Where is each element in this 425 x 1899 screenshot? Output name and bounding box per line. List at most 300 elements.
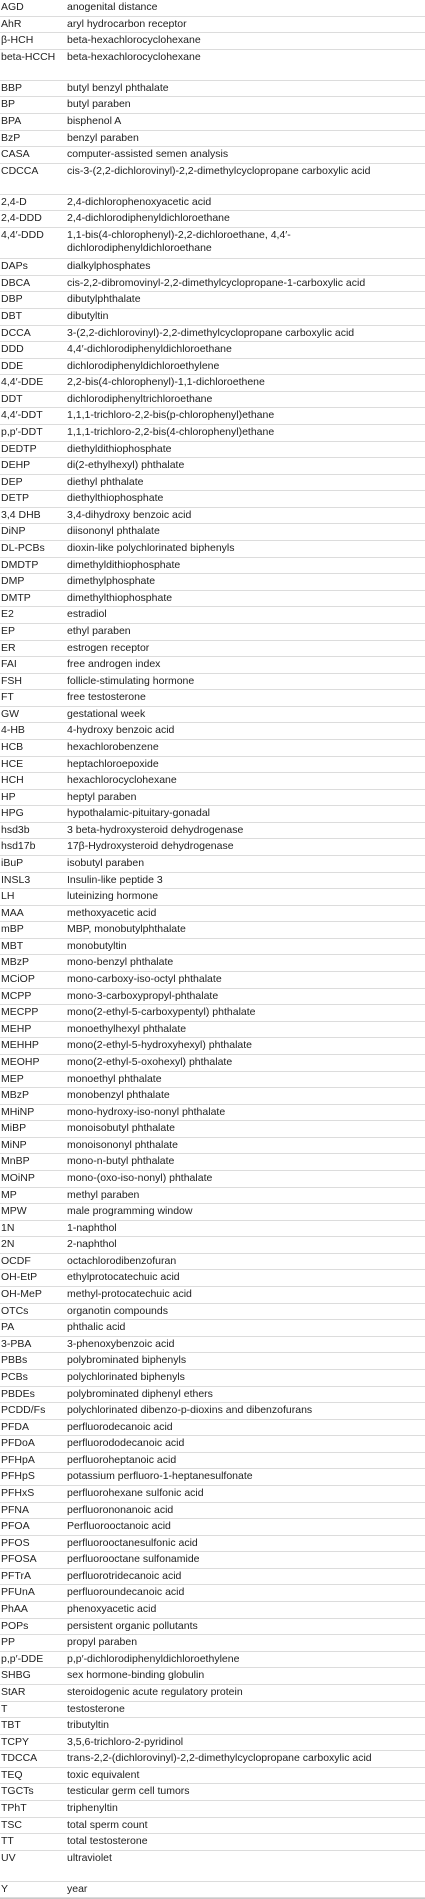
abbreviation-definition: monobutyltin: [67, 939, 127, 952]
abbreviation-term: GW: [1, 707, 20, 720]
abbreviation-row: [0, 1685, 425, 1702]
abbreviation-definition: 3-(2,2-dichlorovinyl)-2,2-dimethylcyclopropane carboxylic acid: [67, 326, 355, 339]
abbreviation-row: [0, 1337, 425, 1354]
abbreviation-row: [0, 147, 425, 164]
abbreviation-definition: phenoxyacetic acid: [67, 1603, 157, 1616]
abbreviation-term: PCDD/Fs: [1, 1404, 46, 1417]
abbreviation-row: [0, 1552, 425, 1569]
abbreviation-definition: heptyl paraben: [67, 790, 137, 803]
abbreviation-definition: ethylprotocatechuic acid: [67, 1271, 180, 1284]
abbreviation-row: [0, 641, 425, 658]
abbreviation-row: [0, 1387, 425, 1404]
abbreviation-definition: octachlorodibenzofuran: [67, 1254, 177, 1267]
abbreviation-term: PFDA: [1, 1420, 30, 1433]
abbreviation-row: [0, 33, 425, 50]
abbreviation-row: [0, 740, 425, 757]
abbreviation-definition: 2,4-dichlorophenoxyacetic acid: [67, 195, 212, 208]
abbreviation-definition: dibutylphthalate: [67, 293, 141, 306]
abbreviation-term: β-HCH: [1, 34, 34, 47]
abbreviation-term: MCiOP: [1, 973, 35, 986]
abbreviation-term: DBT: [1, 309, 22, 322]
abbreviation-row: [0, 195, 425, 212]
abbreviation-definition: polybrominated diphenyl ethers: [67, 1387, 213, 1400]
abbreviation-definition: male programming window: [67, 1205, 193, 1218]
abbreviation-row: [0, 276, 425, 293]
abbreviation-row: [0, 114, 425, 131]
abbreviation-term: DMDTP: [1, 558, 39, 571]
abbreviation-row: [0, 1801, 425, 1818]
abbreviation-row: [0, 342, 425, 359]
abbreviation-definition: diethyldithiophosphate: [67, 442, 172, 455]
abbreviation-term: iBuP: [1, 857, 24, 870]
abbreviation-term: 2N: [1, 1238, 15, 1251]
abbreviation-row: [0, 375, 425, 392]
abbreviation-definition: MBP, monobutylphthalate: [67, 923, 186, 936]
abbreviation-row: [0, 624, 425, 641]
abbreviation-row: [0, 1088, 425, 1105]
abbreviation-term: HP: [1, 790, 16, 803]
abbreviation-definition: potassium perfluoro-1-heptanesulfonate: [67, 1470, 253, 1483]
abbreviation-term: mBP: [1, 923, 24, 936]
abbreviation-term: PBDEs: [1, 1387, 35, 1400]
abbreviation-term: DDE: [1, 359, 24, 372]
abbreviation-term: LH: [1, 890, 15, 903]
abbreviation-term: BzP: [1, 131, 21, 144]
abbreviation-term: DEDTP: [1, 442, 37, 455]
abbreviation-term: DAPs: [1, 260, 28, 273]
abbreviation-definition: heptachloroepoxide: [67, 757, 159, 770]
abbreviation-definition: toxic equivalent: [67, 1768, 140, 1781]
abbreviation-term: MEP: [1, 1072, 24, 1085]
abbreviation-row: [0, 1619, 425, 1636]
abbreviation-row: [0, 1121, 425, 1138]
abbreviation-definition: dichlorodiphenyldichloroethylene: [67, 359, 220, 372]
abbreviation-row: [0, 211, 425, 228]
abbreviation-row: [0, 81, 425, 98]
abbreviation-term: HCH: [1, 774, 24, 787]
abbreviation-term: BBP: [1, 81, 23, 94]
abbreviation-row: [0, 1353, 425, 1370]
abbreviation-term: DBP: [1, 293, 23, 306]
abbreviation-row: [0, 1585, 425, 1602]
abbreviation-term: DMTP: [1, 591, 31, 604]
abbreviation-term: DEP: [1, 475, 23, 488]
abbreviation-row: [0, 757, 425, 774]
abbreviation-definition: monoisobutyl phthalate: [67, 1122, 175, 1135]
abbreviation-term: TGCTs: [1, 1785, 34, 1798]
abbreviation-definition: computer-assisted semen analysis: [67, 148, 229, 161]
abbreviation-term: 4,4′-DDT: [1, 409, 43, 422]
abbreviation-definition: perfluorodecanoic acid: [67, 1420, 173, 1433]
abbreviation-row: [0, 1171, 425, 1188]
abbreviation-row: [0, 1735, 425, 1752]
abbreviation-row: [0, 1486, 425, 1503]
abbreviation-row: [0, 1718, 425, 1735]
abbreviation-row: [0, 1420, 425, 1437]
abbreviation-term: PP: [1, 1636, 16, 1649]
abbreviation-term: TPhT: [1, 1801, 27, 1814]
abbreviation-definition: hexachlorobenzene: [67, 740, 159, 753]
abbreviation-row: [0, 508, 425, 525]
abbreviation-term: INSL3: [1, 873, 31, 886]
abbreviation-term: DBCA: [1, 276, 31, 289]
abbreviation-term: StAR: [1, 1685, 26, 1698]
abbreviation-row: [0, 1702, 425, 1719]
abbreviation-row: [0, 1834, 425, 1851]
abbreviation-term: MCPP: [1, 989, 32, 1002]
abbreviation-term: 4,4′-DDD: [1, 229, 44, 242]
abbreviation-row: [0, 1768, 425, 1785]
abbreviation-term: FAI: [1, 658, 17, 671]
abbreviation-row: [0, 309, 425, 326]
abbreviation-term: p,p′-DDE: [1, 1652, 44, 1665]
abbreviation-term: SHBG: [1, 1669, 31, 1682]
abbreviation-row: [0, 1370, 425, 1387]
abbreviation-row: [0, 1635, 425, 1652]
abbreviation-row: [0, 1320, 425, 1337]
abbreviation-term: p,p′-DDT: [1, 425, 43, 438]
abbreviation-definition: isobutyl paraben: [67, 857, 145, 870]
abbreviation-row: [0, 1237, 425, 1254]
abbreviation-row: [0, 1403, 425, 1420]
abbreviation-term: EP: [1, 624, 16, 637]
abbreviation-row: [0, 1055, 425, 1072]
abbreviation-definition: 2,2-bis(4-chlorophenyl)-1,1-dichloroethene: [67, 376, 265, 389]
abbreviation-term: BP: [1, 98, 16, 111]
abbreviation-row: [0, 524, 425, 541]
abbreviation-term: MBT: [1, 939, 24, 952]
abbreviation-row: [0, 17, 425, 34]
abbreviation-definition: luteinizing hormone: [67, 890, 159, 903]
abbreviation-term: PFOA: [1, 1520, 30, 1533]
abbreviation-term: MP: [1, 1188, 17, 1201]
abbreviation-term: T: [1, 1702, 8, 1715]
abbreviation-row: [0, 228, 425, 259]
abbreviation-definition: steroidogenic acute regulatory protein: [67, 1685, 243, 1698]
abbreviation-term: MAA: [1, 906, 24, 919]
abbreviation-definition: estrogen receptor: [67, 641, 150, 654]
abbreviation-definition: 3-phenoxybenzoic acid: [67, 1337, 175, 1350]
abbreviation-row: [0, 873, 425, 890]
abbreviation-term: OH-EtP: [1, 1271, 38, 1284]
abbreviation-term: TT: [1, 1835, 14, 1848]
abbreviation-definition: tributyltin: [67, 1719, 110, 1732]
abbreviation-row: [0, 723, 425, 740]
abbreviation-term: MECPP: [1, 1006, 39, 1019]
abbreviation-term: PA: [1, 1321, 15, 1334]
abbreviation-definition: sex hormone-binding globulin: [67, 1669, 205, 1682]
abbreviation-definition: mono-n-butyl phthalate: [67, 1155, 175, 1168]
abbreviation-row: [0, 806, 425, 823]
abbreviation-term: hsd17b: [1, 840, 36, 853]
abbreviation-row: [0, 1652, 425, 1669]
abbreviation-row: [0, 1751, 425, 1768]
abbreviation-definition: monobenzyl phthalate: [67, 1089, 170, 1102]
abbreviation-row: [0, 458, 425, 475]
abbreviation-term: CASA: [1, 148, 30, 161]
abbreviation-term: MnBP: [1, 1155, 30, 1168]
abbreviation-row: [0, 889, 425, 906]
abbreviation-row: [0, 1038, 425, 1055]
abbreviation-row: [0, 392, 425, 409]
abbreviation-row: [0, 292, 425, 309]
abbreviation-definition: p,p′-dichlorodiphenyldichloroethylene: [67, 1652, 240, 1665]
abbreviation-row: [0, 1287, 425, 1304]
abbreviation-term: hsd3b: [1, 823, 30, 836]
abbreviation-row: [0, 574, 425, 591]
abbreviation-term: DL-PCBs: [1, 542, 45, 555]
abbreviation-definition: testicular germ cell tumors: [67, 1785, 190, 1798]
abbreviation-row: [0, 1221, 425, 1238]
abbreviation-row: [0, 1536, 425, 1553]
abbreviation-definition: total testosterone: [67, 1835, 148, 1848]
abbreviation-definition: ethyl paraben: [67, 624, 131, 637]
abbreviation-term: MEHHP: [1, 1039, 39, 1052]
abbreviation-term: POPs: [1, 1619, 29, 1632]
abbreviation-term: Y: [1, 1882, 9, 1895]
abbreviation-definition: 3 beta-hydroxysteroid dehydrogenase: [67, 823, 244, 836]
abbreviation-term: MBzP: [1, 956, 30, 969]
abbreviation-row: [0, 164, 425, 195]
abbreviation-row: [0, 1304, 425, 1321]
abbreviation-term: DEHP: [1, 459, 31, 472]
abbreviation-definition: cis-2,2-dibromovinyl-2,2-dimethylcyclopropane-1-carboxylic acid: [67, 276, 366, 289]
abbreviation-row: [0, 690, 425, 707]
abbreviation-row: [0, 1453, 425, 1470]
abbreviation-definition: mono-benzyl phthalate: [67, 956, 174, 969]
abbreviation-definition: triphenyltin: [67, 1801, 118, 1814]
abbreviation-definition: perfluorooctanesulfonic acid: [67, 1536, 198, 1549]
abbreviation-row: [0, 491, 425, 508]
abbreviation-definition: diethyl phthalate: [67, 475, 144, 488]
abbreviation-row: [0, 657, 425, 674]
abbreviation-row: [0, 922, 425, 939]
abbreviation-row: [0, 989, 425, 1006]
abbreviation-term: PFHpA: [1, 1453, 35, 1466]
abbreviation-row: [0, 1668, 425, 1685]
abbreviation-definition: estradiol: [67, 608, 107, 621]
abbreviation-row: [0, 1138, 425, 1155]
abbreviation-term: 4,4′-DDE: [1, 376, 44, 389]
abbreviation-term: PhAA: [1, 1603, 28, 1616]
abbreviation-definition: 4,4′-dichlorodiphenyldichloroethane: [67, 343, 232, 356]
abbreviation-term: MEHP: [1, 1022, 32, 1035]
abbreviation-term: beta-HCCH: [1, 50, 56, 63]
abbreviation-term: PFOS: [1, 1536, 30, 1549]
abbreviation-term: DMP: [1, 575, 25, 588]
abbreviation-term: 2,4-D: [1, 195, 27, 208]
abbreviation-row: [0, 475, 425, 492]
abbreviation-term: MEOHP: [1, 1055, 40, 1068]
abbreviation-row: [0, 607, 425, 624]
abbreviation-definition: trans-2,2-(dichlorovinyl)-2,2-dimethylcyclopropane carboxylic acid: [67, 1752, 372, 1765]
abbreviation-term: PFOSA: [1, 1553, 37, 1566]
abbreviation-definition: Perfluorooctanoic acid: [67, 1520, 171, 1533]
abbreviation-term: TEQ: [1, 1768, 23, 1781]
abbreviation-definition: dimethyldithiophosphate: [67, 558, 181, 571]
abbreviation-row: [0, 1818, 425, 1835]
abbreviation-definition: free testosterone: [67, 691, 146, 704]
abbreviation-term: MHiNP: [1, 1105, 35, 1118]
abbreviation-term: MiBP: [1, 1122, 27, 1135]
abbreviation-row: [0, 97, 425, 114]
abbreviation-definition: free androgen index: [67, 658, 161, 671]
abbreviation-row: [0, 1270, 425, 1287]
abbreviation-row: [0, 425, 425, 442]
abbreviation-definition: mono-(oxo-iso-nonyl) phthalate: [67, 1172, 213, 1184]
abbreviation-term: PCBs: [1, 1370, 28, 1383]
abbreviation-definition: 1,1,1-trichloro-2,2-bis(p-chlorophenyl)ethane: [67, 409, 275, 422]
abbreviation-term: FT: [1, 691, 14, 704]
abbreviation-term: ER: [1, 641, 16, 654]
abbreviation-definition: propyl paraben: [67, 1636, 138, 1649]
abbreviation-term: DDD: [1, 343, 24, 356]
abbreviation-definition: methyl-protocatechuic acid: [67, 1288, 192, 1301]
abbreviation-term: PFDoA: [1, 1437, 35, 1450]
abbreviation-definition: follicle-stimulating hormone: [67, 674, 195, 687]
abbreviation-definition: Insulin-like peptide 3: [67, 873, 163, 886]
abbreviation-term: HPG: [1, 807, 24, 820]
abbreviation-row: [0, 1204, 425, 1221]
abbreviation-term: PBBs: [1, 1354, 28, 1367]
abbreviation-row: [0, 1022, 425, 1039]
abbreviation-term: HCB: [1, 740, 24, 753]
abbreviation-row: [0, 823, 425, 840]
abbreviation-row: [0, 1882, 425, 1899]
abbreviation-row: [0, 972, 425, 989]
abbreviation-definition: diisononyl phthalate: [67, 525, 160, 538]
abbreviation-term: TSC: [1, 1818, 22, 1831]
abbreviation-row: [0, 1469, 425, 1486]
abbreviation-term: CDCCA: [1, 164, 39, 177]
abbreviation-term: TDCCA: [1, 1752, 38, 1765]
abbreviation-definition: 1-naphthol: [67, 1221, 117, 1234]
abbreviation-definition: persistent organic pollutants: [67, 1619, 198, 1632]
abbreviation-definition: monoisononyl phthalate: [67, 1138, 178, 1151]
abbreviation-row: [0, 259, 425, 276]
abbreviation-row: [0, 856, 425, 873]
abbreviation-row: [0, 939, 425, 956]
abbreviation-definition: perfluorododecanoic acid: [67, 1437, 185, 1450]
abbreviation-row: [0, 1005, 425, 1022]
abbreviation-term: 3-PBA: [1, 1337, 32, 1350]
abbreviation-definition: testosterone: [67, 1702, 125, 1715]
abbreviation-term: UV: [1, 1851, 16, 1864]
abbreviation-row: [0, 839, 425, 856]
abbreviation-row: [0, 1072, 425, 1089]
abbreviation-row: [0, 408, 425, 425]
abbreviation-definition: hypothalamic-pituitary-gonadal: [67, 807, 210, 820]
abbreviation-row: [0, 1154, 425, 1171]
abbreviation-term: 4-HB: [1, 724, 25, 737]
abbreviation-row: [0, 131, 425, 148]
abbreviation-term: 2,4-DDD: [1, 212, 42, 225]
abbreviation-term: PFUnA: [1, 1586, 35, 1599]
abbreviation-definition: dibutyltin: [67, 309, 109, 322]
abbreviation-definition: anogenital distance: [67, 1, 158, 13]
abbreviation-definition: mono(2-ethyl-5-oxohexyl) phthalate: [67, 1055, 233, 1068]
abbreviation-row: [0, 1105, 425, 1122]
abbreviation-term: TCPY: [1, 1735, 30, 1748]
abbreviation-row: [0, 955, 425, 972]
abbreviation-row: [0, 50, 425, 81]
abbreviation-term: E2: [1, 608, 14, 621]
abbreviation-row: [0, 326, 425, 343]
abbreviation-row: [0, 1519, 425, 1536]
abbreviation-definition: dialkylphosphates: [67, 260, 151, 273]
abbreviation-definition: 2-naphthol: [67, 1238, 117, 1251]
abbreviation-term: PFNA: [1, 1503, 30, 1516]
abbreviation-definition: dioxin-like polychlorinated biphenyls: [67, 542, 235, 555]
abbreviation-row: [0, 773, 425, 790]
abbreviation-definition: 3,5,6-trichloro-2-pyridinol: [67, 1735, 184, 1748]
abbreviation-row: [0, 541, 425, 558]
abbreviation-term: AGD: [1, 1, 24, 13]
abbreviation-row: [0, 1602, 425, 1619]
abbreviation-definition: 17β-Hydroxysteroid dehydrogenase: [67, 840, 234, 853]
abbreviation-definition: mono(2-ethyl-5-hydroxyhexyl) phthalate: [67, 1039, 253, 1052]
abbreviation-row: [0, 359, 425, 376]
abbreviation-definition: ultraviolet: [67, 1851, 112, 1864]
abbreviation-term: DETP: [1, 492, 30, 505]
abbreviation-definition: hexachlorocyclohexane: [67, 774, 177, 787]
abbreviation-term: TBT: [1, 1719, 21, 1732]
abbreviation-definition: gestational week: [67, 707, 146, 720]
abbreviation-term: 1N: [1, 1221, 15, 1234]
abbreviation-definition: di(2-ethylhexyl) phthalate: [67, 459, 185, 472]
abbreviation-definition: monoethylhexyl phthalate: [67, 1022, 187, 1035]
abbreviation-definition: polybrominated biphenyls: [67, 1354, 187, 1367]
abbreviation-definition: cis-3-(2,2-dichlorovinyl)-2,2-dimethylcyclopropane carboxylic acid: [67, 164, 371, 177]
abbreviation-term: OCDF: [1, 1254, 31, 1267]
abbreviation-definition: perfluoroheptanoic acid: [67, 1453, 177, 1466]
abbreviation-definition: perfluoroundecanoic acid: [67, 1586, 185, 1599]
abbreviation-definition: butyl paraben: [67, 98, 131, 111]
abbreviation-term: FSH: [1, 674, 22, 687]
abbreviation-row: [0, 790, 425, 807]
abbreviation-definition: organotin compounds: [67, 1304, 168, 1317]
abbreviation-term: OTCs: [1, 1304, 29, 1317]
abbreviation-definition: 1,1-bis(4-chlorophenyl)-2,2-dichloroethane, 4,4′-dichlorodiphenyldichloroethane: [67, 229, 291, 255]
abbreviation-term: 3,4 DHB: [1, 508, 41, 521]
abbreviation-row: [0, 442, 425, 459]
abbreviation-definition: polychlorinated biphenyls: [67, 1370, 185, 1383]
abbreviation-definition: mono(2-ethyl-5-carboxypentyl) phthalate: [67, 1006, 256, 1019]
abbreviation-row: [0, 1784, 425, 1801]
abbreviation-definition: perfluorononanoic acid: [67, 1503, 174, 1516]
abbreviation-term: AhR: [1, 17, 22, 30]
abbreviation-definition: year: [67, 1882, 88, 1895]
abbreviation-term: MOiNP: [1, 1172, 35, 1184]
abbreviation-definition: perfluorohexane sulfonic acid: [67, 1486, 204, 1499]
abbreviation-row: [0, 906, 425, 923]
abbreviation-row: [0, 674, 425, 691]
abbreviation-definition: beta-hexachlorocyclohexane: [67, 34, 201, 47]
abbreviation-definition: bisphenol A: [67, 115, 122, 128]
abbreviation-row: [0, 558, 425, 575]
abbreviation-row: [0, 1569, 425, 1586]
abbreviation-row: [0, 1254, 425, 1271]
abbreviation-row: [0, 1503, 425, 1520]
abbreviation-definition: methyl paraben: [67, 1188, 140, 1201]
abbreviation-definition: monoethyl phthalate: [67, 1072, 162, 1085]
abbreviation-definition: 1,1,1-trichloro-2,2-bis(4-chlorophenyl)ethane: [67, 425, 275, 438]
abbreviation-definition: diethylthiophosphate: [67, 492, 164, 505]
abbreviation-definition: butyl benzyl phthalate: [67, 81, 169, 94]
abbreviation-term: BPA: [1, 115, 22, 128]
abbreviation-definition: methoxyacetic acid: [67, 906, 157, 919]
abbreviation-definition: perfluorooctane sulfonamide: [67, 1553, 200, 1566]
